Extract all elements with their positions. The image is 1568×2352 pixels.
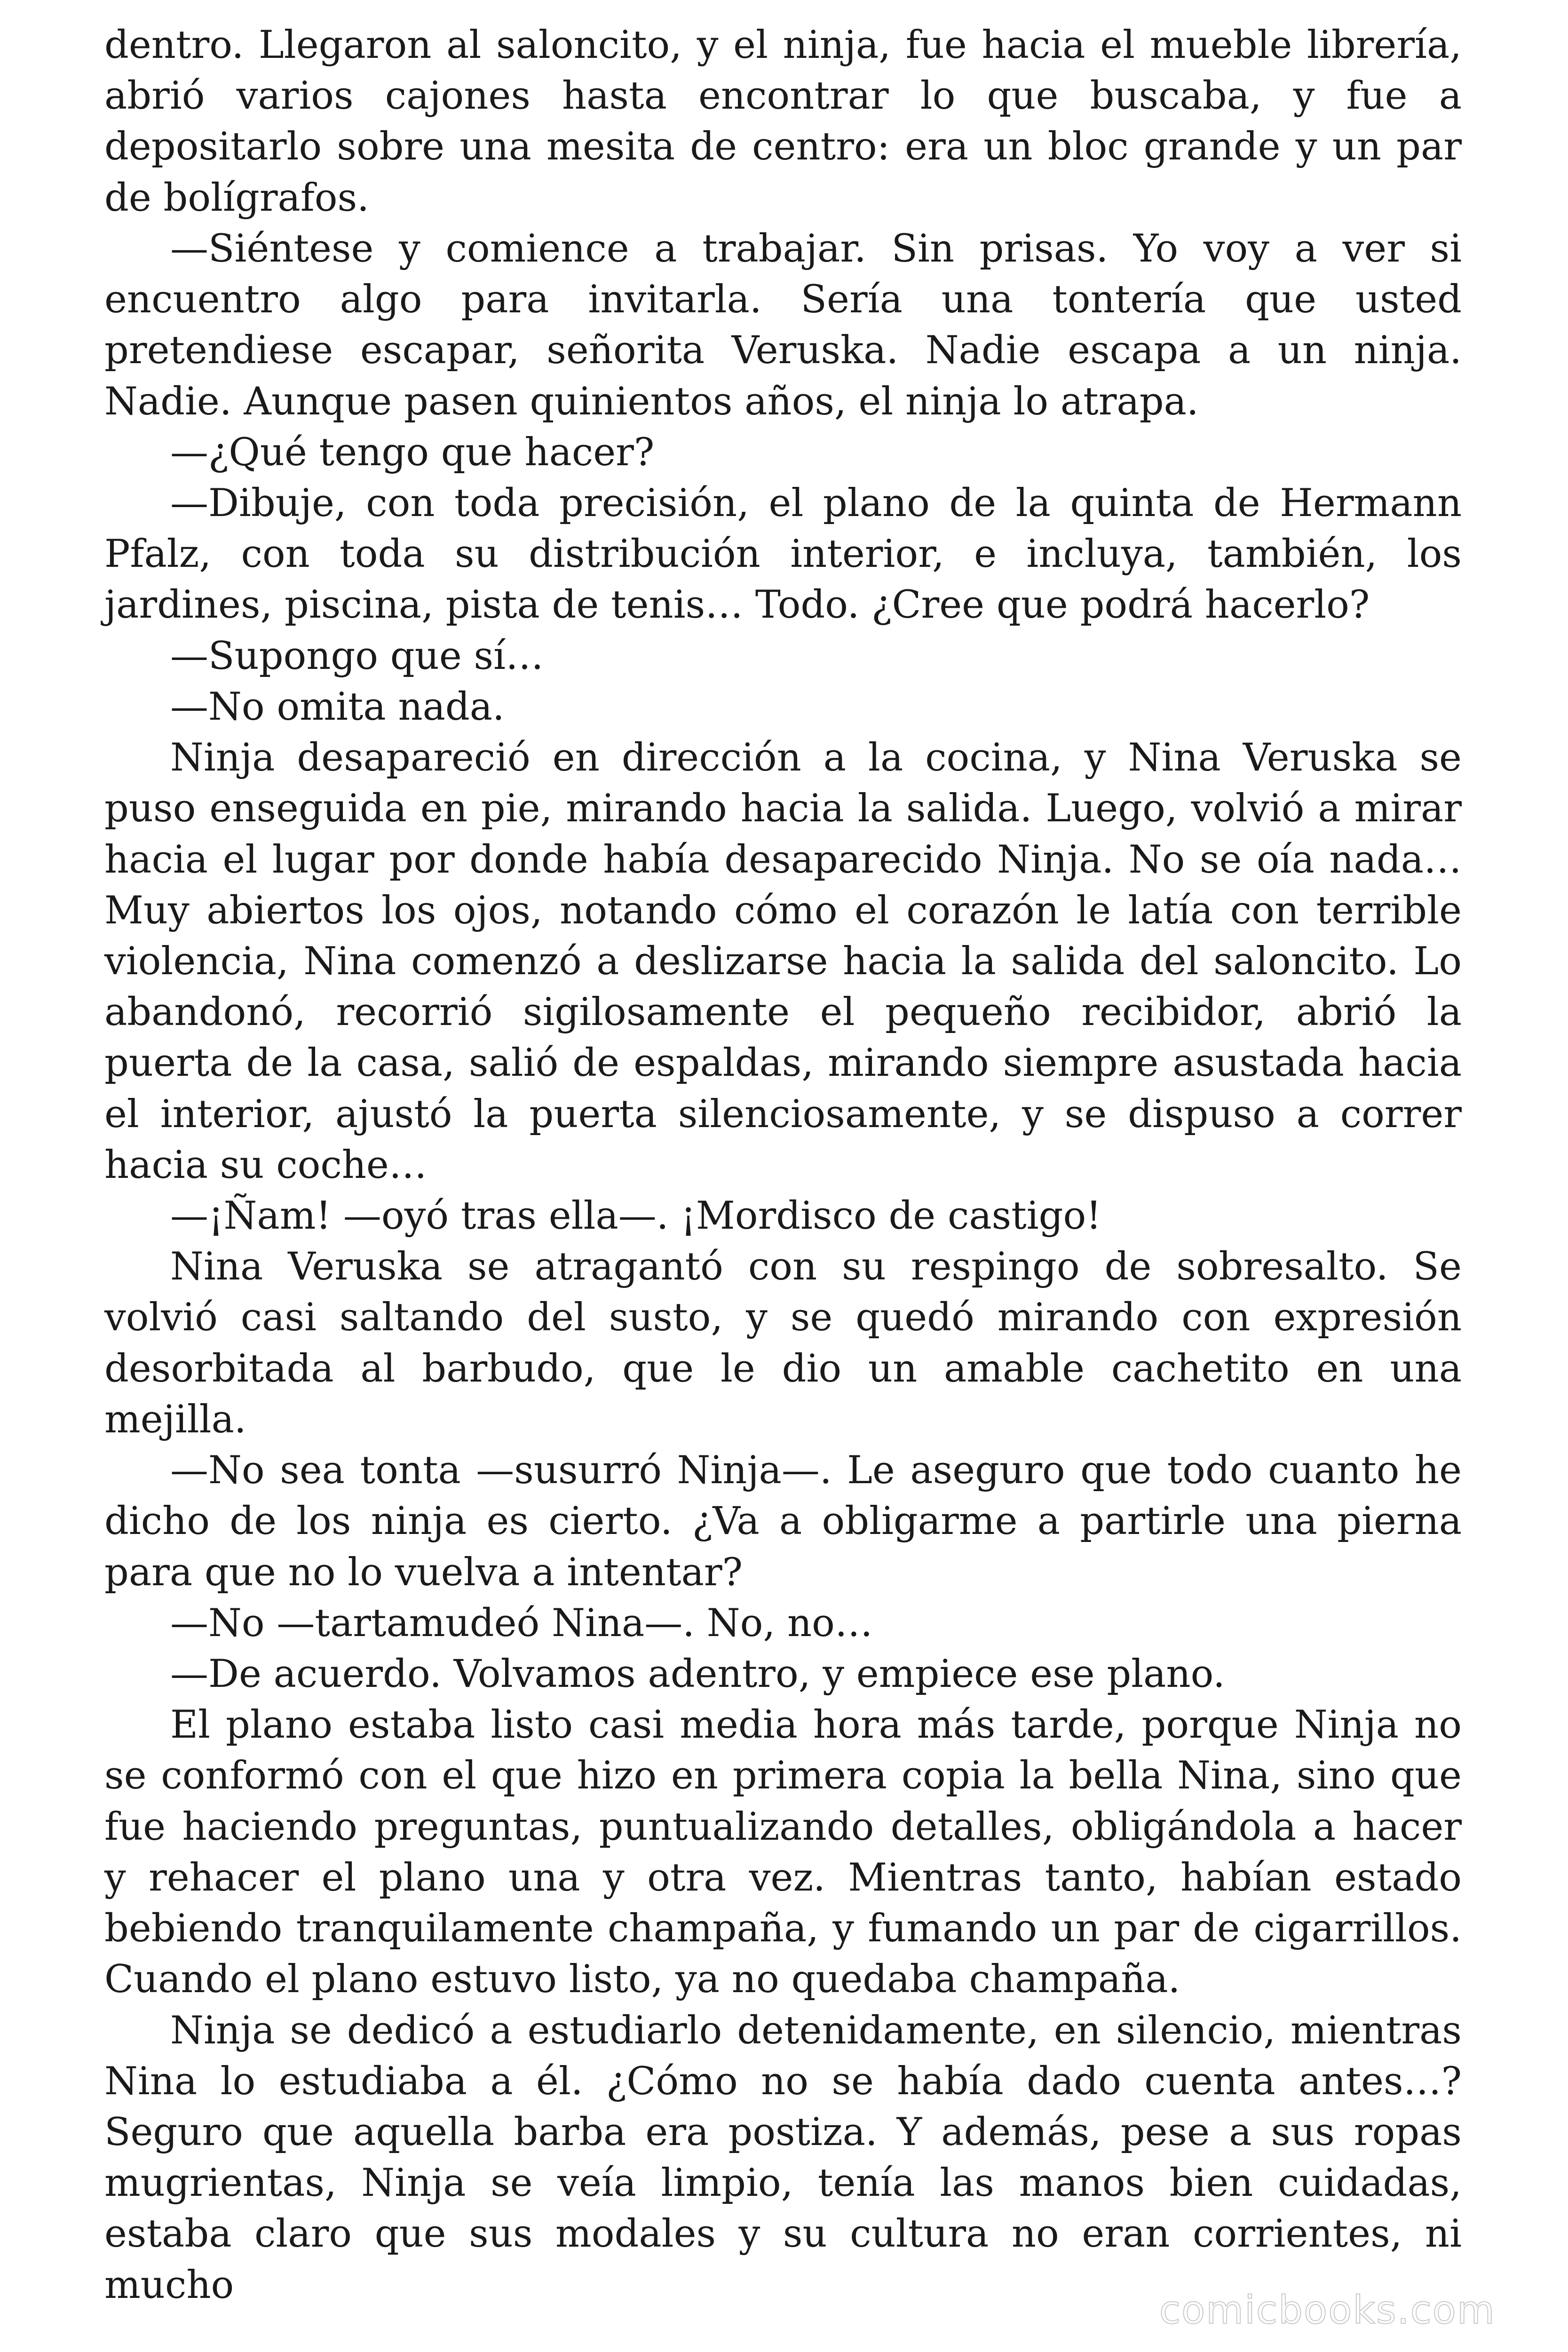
paragraph: —Siéntese y comience a trabajar. Sin prisas. Yo voy a ver si encuentro algo para invitarla. Sería una tontería que usted pretendiese escapar, señorita Veruska. Nadie escapa a un ninja. Nadie. Aunque pasen quinientos años, el ninja lo atrapa. (104, 226, 1462, 424)
paragraph: —No sea tonta —susurró Ninja—. Le aseguro que todo cuanto he dicho de los ninja es cierto. ¿Va a obligarme a partirle una pierna para que no lo vuelva a intentar? (104, 1448, 1462, 1595)
paragraph: dentro. Llegaron al saloncito, y el ninja, fue hacia el mueble librería, abrió varios cajones hasta encontrar lo que buscaba, y fue a depositarlo sobre una mesita de centro: era un bloc grande y un par de bolígrafos. (104, 23, 1462, 220)
paragraph: —De acuerdo. Volvamos adentro, y empiece ese plano. (170, 1652, 1225, 1696)
paragraph: —¿Qué tengo que hacer? (170, 430, 655, 475)
paragraph: El plano estaba listo casi media hora más tarde, porque Ninja no se conformó con el que hizo en primera copia la bella Nina, sino que fue haciendo preguntas, puntualizando detalles, obligándola a hacer y rehacer el plano una y otra vez. Mientras tanto, habían estado bebiendo tranquilamente champaña, y fumando un par de cigarrillos. Cuando el plano estuvo listo, ya no quedaba champaña. (104, 1703, 1462, 2002)
paragraph: —Dibuje, con toda precisión, el plano de la quinta de Hermann Pfalz, con toda su distribución interior, e incluya, también, los jardines, piscina, pista de tenis… Todo. ¿Cree que podrá hacerlo? (104, 481, 1462, 628)
paragraph: —Supongo que sí… (170, 634, 544, 678)
paragraph: Ninja se dedicó a estudiarlo detenidamente, en silencio, mientras Nina lo estudiaba a él. ¿Cómo no se había dado cuenta antes…? Seguro que aquella barba era postiza. Y además, pese a sus ropas mugrientas, Ninja se veía limpio, tenía las manos bien cuidadas, estaba claro que sus modales y su cultura no eran corrientes, ni mucho (104, 2008, 1462, 2307)
paragraph: Ninja desapareció en dirección a la cocina, y Nina Veruska se puso enseguida en pie, mirando hacia la salida. Luego, volvió a mirar hacia el lugar por donde había desaparecido Ninja. No se oía nada… Muy abiertos los ojos, notando cómo el corazón le latía con terrible violencia, Nina comenzó a deslizarse hacia la salida del saloncito. Lo abandonó, recorrió sigilosamente el pequeño recibidor, abrió la puerta de la casa, salió de espaldas, mirando siempre asustada hacia el interior, ajustó la puerta silenciosamente, y se dispuso a correr hacia su coche… (104, 736, 1462, 1187)
watermark: comicbooks.com (1159, 2288, 1496, 2333)
paragraph: Nina Veruska se atragantó con su respingo de sobresalto. Se volvió casi saltando del susto, y se quedó mirando con expresión desorbitada al barbudo, que le dio un amable cachetito en una mejilla. (104, 1245, 1462, 1442)
paragraph: —No —tartamudeó Nina—. No, no… (170, 1601, 873, 1645)
paragraph: —¡Ñam! —oyó tras ella—. ¡Mordisco de castigo! (170, 1194, 1101, 1239)
paragraph: —No omita nada. (170, 684, 505, 729)
body-text (104, 20, 1462, 2311)
